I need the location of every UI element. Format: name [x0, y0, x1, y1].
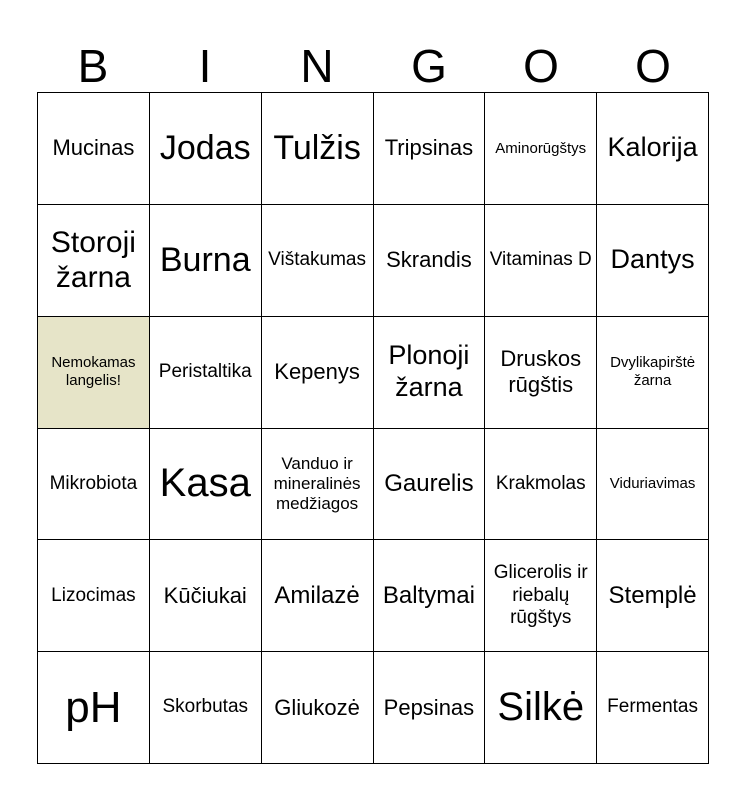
- header-letter-b: B: [77, 40, 109, 92]
- bingo-cell[interactable]: Viduriavimas: [597, 429, 709, 541]
- bingo-cell[interactable]: Tripsinas: [374, 93, 486, 205]
- bingo-cell[interactable]: Mucinas: [38, 93, 150, 205]
- bingo-cell[interactable]: Kasa: [150, 429, 262, 541]
- bingo-cell[interactable]: pH: [38, 652, 150, 764]
- bingo-cell[interactable]: Gliukozė: [262, 652, 374, 764]
- bingo-cell[interactable]: Jodas: [150, 93, 262, 205]
- bingo-cell[interactable]: Plonoji žarna: [374, 317, 486, 429]
- free-space-cell[interactable]: Nemokamas langelis!: [38, 317, 150, 429]
- bingo-board: [37, 92, 709, 764]
- bingo-cell[interactable]: Kepenys: [262, 317, 374, 429]
- bingo-cell[interactable]: Baltymai: [374, 540, 486, 652]
- header-letter-o-2: O: [635, 40, 671, 92]
- bingo-cell[interactable]: Kalorija: [597, 93, 709, 205]
- bingo-cell[interactable]: Glicerolis ir riebalų rūgštys: [485, 540, 597, 652]
- bingo-cell[interactable]: Vanduo ir mineralinės medžiagos: [262, 429, 374, 541]
- bingo-cell[interactable]: Krakmolas: [485, 429, 597, 541]
- bingo-cell[interactable]: Mikrobiota: [38, 429, 150, 541]
- bingo-cell[interactable]: Fermentas: [597, 652, 709, 764]
- bingo-cell[interactable]: Dvylikapirštė žarna: [597, 317, 709, 429]
- bingo-cell[interactable]: Lizocimas: [38, 540, 150, 652]
- bingo-cell[interactable]: Vitaminas D: [485, 205, 597, 317]
- bingo-cell[interactable]: Kūčiukai: [150, 540, 262, 652]
- header-letter-i: I: [198, 40, 212, 92]
- bingo-cell[interactable]: Storoji žarna: [38, 205, 150, 317]
- bingo-cell[interactable]: Skrandis: [374, 205, 486, 317]
- bingo-cell[interactable]: Vištakumas: [262, 205, 374, 317]
- bingo-header: [37, 38, 709, 94]
- bingo-cell[interactable]: Skorbutas: [150, 652, 262, 764]
- bingo-cell[interactable]: Aminorūgštys: [485, 93, 597, 205]
- header-letter-n: N: [300, 40, 334, 92]
- bingo-cell[interactable]: Amilazė: [262, 540, 374, 652]
- bingo-cell[interactable]: Druskos rūgštis: [485, 317, 597, 429]
- bingo-cell[interactable]: Peristaltika: [150, 317, 262, 429]
- header-letter-g: G: [411, 40, 447, 92]
- bingo-cell[interactable]: Gaurelis: [374, 429, 486, 541]
- bingo-cell[interactable]: Dantys: [597, 205, 709, 317]
- bingo-cell[interactable]: Silkė: [485, 652, 597, 764]
- bingo-cell[interactable]: Burna: [150, 205, 262, 317]
- bingo-cell[interactable]: Pepsinas: [374, 652, 486, 764]
- bingo-cell[interactable]: Tulžis: [262, 93, 374, 205]
- header-letter-o: O: [523, 40, 559, 92]
- bingo-cell[interactable]: Stemplė: [597, 540, 709, 652]
